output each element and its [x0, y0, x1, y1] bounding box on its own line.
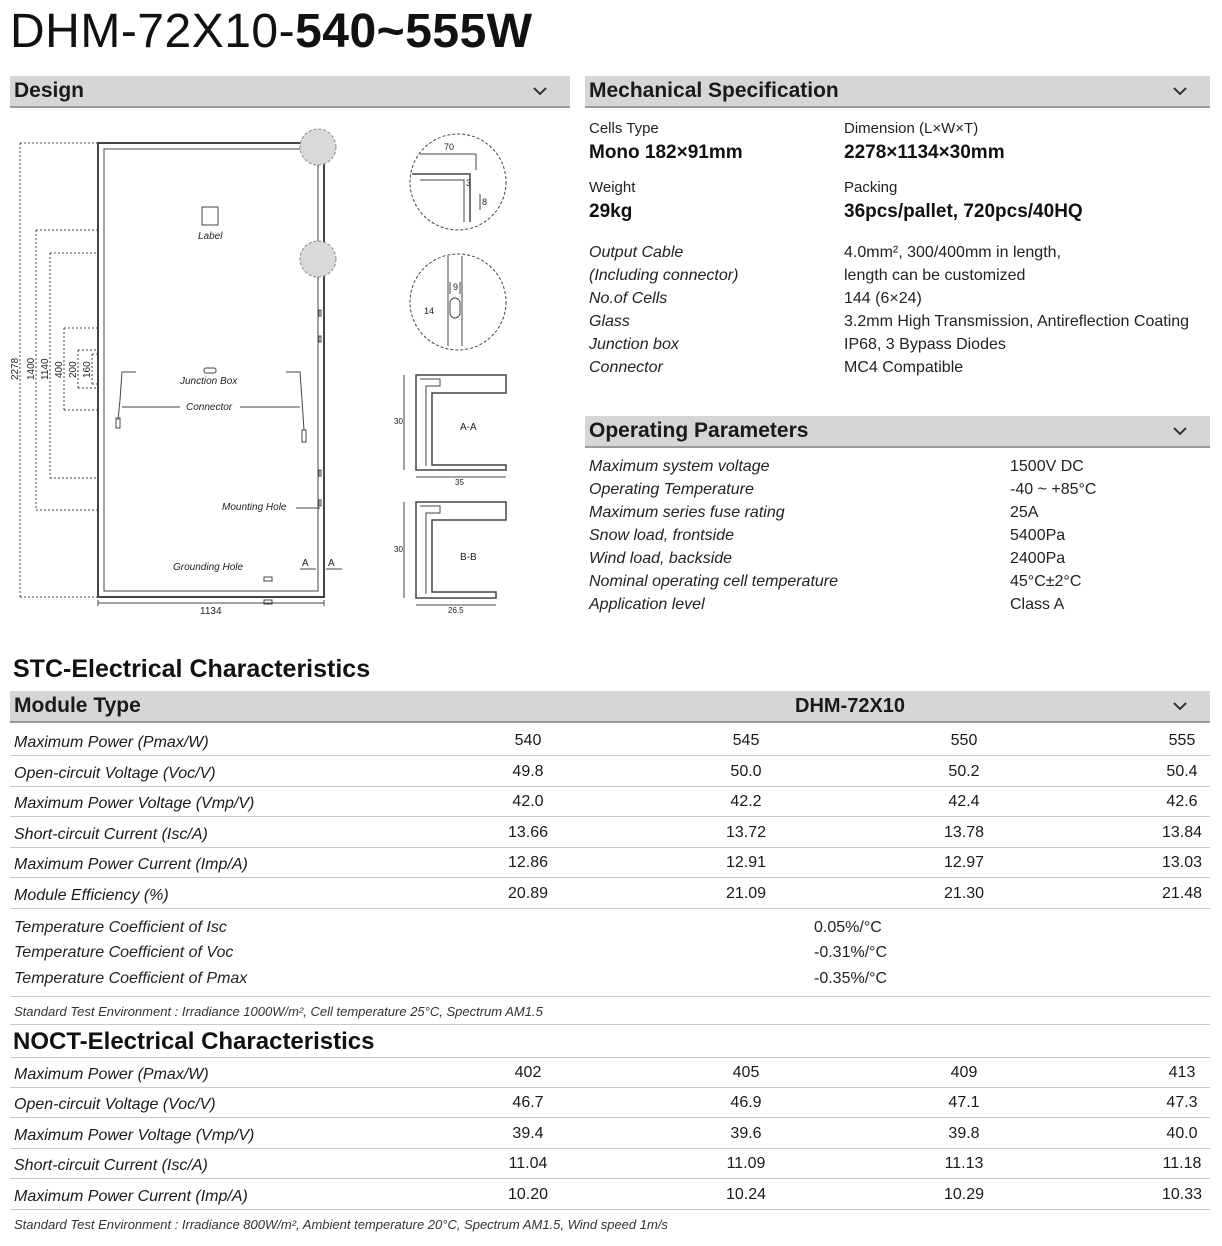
operating-row	[589, 504, 1214, 527]
spec-value: 4.0mm², 300/400mm in length,	[844, 244, 1061, 261]
module-type-header[interactable]	[10, 691, 1210, 723]
corner-s-text: 3	[466, 178, 472, 188]
stc-row	[10, 818, 1210, 848]
cell-value: 10.29	[943, 1186, 985, 1203]
chevron-down-icon[interactable]	[1172, 83, 1188, 99]
corner-h-text: 8	[482, 197, 488, 207]
title-model: DHM-72X10-	[10, 5, 296, 58]
hole-h-text: 9	[453, 282, 459, 292]
packing-value: 36pcs/pallet, 720pcs/40HQ	[844, 201, 1083, 222]
cell-value: 12.97	[943, 854, 985, 871]
operating-value: 45°C±2°C	[1010, 573, 1082, 590]
noct-note: Standard Test Environment : Irradiance 800W/m², Ambient temperature 20°C, Spectrum AM1.5, Wind speed 1m/s	[14, 1217, 668, 1232]
cell-value: 540	[514, 732, 542, 749]
cell-value: 13.78	[943, 824, 985, 841]
aa-w-text: 35	[455, 478, 464, 487]
row-label: Maximum Power (Pmax/W)	[14, 734, 209, 751]
cell-value: 42.4	[948, 793, 980, 810]
operating-value: 1500V DC	[1010, 458, 1084, 475]
operating-key: Maximum system voltage	[589, 458, 770, 475]
weight-label: Weight	[589, 179, 636, 196]
chevron-down-icon[interactable]	[1172, 698, 1188, 714]
panel-frame	[98, 143, 324, 597]
module-drawing	[0, 110, 570, 620]
cell-value: 409	[950, 1064, 978, 1081]
aa-h-text: 30	[394, 417, 403, 426]
row-label: Maximum Power Voltage (Vmp/V)	[14, 795, 255, 812]
bb-w-text: 26.5	[448, 606, 464, 615]
stc-row	[10, 787, 1210, 817]
label-box	[202, 207, 218, 225]
cell-value: 13.03	[1161, 854, 1203, 871]
cell-value: 42.6	[1166, 793, 1198, 810]
cell-value: 402	[514, 1064, 542, 1081]
operating-value: 5400Pa	[1010, 527, 1066, 544]
coefficient-value: -0.31%/°C	[814, 944, 888, 961]
aa-text: A-A	[460, 422, 477, 433]
section-a-right: A	[328, 558, 335, 569]
junction-box-text: Junction Box	[180, 376, 238, 387]
chevron-down-icon[interactable]	[1172, 423, 1188, 439]
cell-value: 11.13	[944, 1155, 984, 1172]
cell-value: 21.30	[943, 885, 985, 902]
spec-key: (Including connector)	[589, 267, 739, 284]
coefficient-row	[14, 919, 882, 937]
spec-row	[589, 313, 1214, 336]
spec-value: MC4 Compatible	[844, 359, 964, 376]
operating-row	[589, 481, 1214, 504]
cell-value: 50.2	[948, 763, 980, 780]
spec-row	[589, 290, 1214, 313]
stc-heading: STC-Electrical Characteristics	[13, 655, 371, 683]
operating-row	[589, 527, 1214, 550]
cell-value: 405	[732, 1064, 760, 1081]
cell-value: 20.89	[507, 885, 549, 902]
spec-row	[589, 244, 1214, 267]
dim-200-text: 200	[68, 361, 79, 378]
dim-1140-text: 1140	[40, 358, 51, 380]
cell-value: 42.0	[512, 793, 544, 810]
spec-value: 144 (6×24)	[844, 290, 922, 307]
row-label: Open-circuit Voltage (Voc/V)	[14, 765, 216, 782]
cell-value: 21.09	[725, 885, 767, 902]
cell-value: 12.86	[507, 854, 549, 871]
cell-value: 413	[1168, 1064, 1196, 1081]
operating-header[interactable]	[585, 416, 1210, 448]
noct-row	[10, 1058, 1210, 1088]
dim-400-text: 400	[54, 361, 65, 378]
row-label: Maximum Power Voltage (Vmp/V)	[14, 1127, 255, 1144]
cell-value: 550	[950, 732, 978, 749]
bb-h-text: 30	[394, 545, 403, 554]
cell-value: 10.20	[507, 1186, 549, 1203]
cell-value: 10.24	[725, 1186, 767, 1203]
row-label: Open-circuit Voltage (Voc/V)	[14, 1096, 216, 1113]
spec-row	[589, 359, 1214, 382]
chevron-down-icon[interactable]	[532, 83, 548, 99]
grounding-hole-text: Grounding Hole	[173, 562, 244, 573]
cell-value: 39.6	[730, 1125, 762, 1142]
operating-value: -40 ~ +85°C	[1010, 481, 1097, 498]
panel-inner	[104, 149, 318, 591]
operating-header-title: Operating Parameters	[589, 419, 809, 442]
cells-type-label: Cells Type	[589, 120, 659, 137]
operating-value: Class A	[1010, 596, 1065, 613]
cell-value: 40.0	[1166, 1125, 1198, 1142]
row-label: Short-circuit Current (Isc/A)	[14, 1157, 208, 1174]
mounting-hole-text: Mounting Hole	[222, 502, 287, 513]
coefficient-label: Temperature Coefficient of Isc	[14, 919, 227, 936]
stc-row	[10, 757, 1210, 787]
coefficient-value: -0.35%/°C	[814, 970, 888, 987]
operating-key: Nominal operating cell temperature	[589, 573, 839, 590]
operating-value: 2400Pa	[1010, 550, 1066, 567]
cell-value: 47.1	[948, 1094, 980, 1111]
dim-160-text: 160	[82, 361, 93, 378]
design-header[interactable]	[10, 76, 570, 108]
coefficient-row	[14, 970, 888, 988]
cell-value: 47.3	[1166, 1094, 1198, 1111]
height-dim-text: 2278	[10, 357, 21, 380]
cells-type-value: Mono 182×91mm	[589, 142, 743, 163]
noct-row	[10, 1180, 1210, 1210]
width-dim-text: 1134	[200, 606, 222, 617]
cell-value: 13.66	[507, 824, 549, 841]
cell-value: 10.33	[1161, 1186, 1203, 1203]
cell-value: 11.04	[508, 1155, 548, 1172]
spec-value: IP68, 3 Bypass Diodes	[844, 336, 1006, 353]
operating-key: Maximum series fuse rating	[589, 504, 785, 521]
bb-text: B-B	[460, 552, 477, 563]
mechanical-header-title: Mechanical Specification	[589, 79, 839, 102]
spec-key: Junction box	[589, 336, 679, 353]
noct-row	[10, 1119, 1210, 1149]
label-text: Label	[198, 231, 223, 242]
stc-row	[10, 848, 1210, 878]
dim-1400-text: 1400	[26, 357, 37, 380]
operating-key: Snow load, frontside	[589, 527, 734, 544]
cell-value: 49.8	[512, 763, 544, 780]
corner-dim-text: 70	[444, 142, 455, 152]
cell-value: 11.18	[1162, 1155, 1202, 1172]
mechanical-header[interactable]	[585, 76, 1210, 108]
cell-value: 42.2	[730, 793, 762, 810]
operating-row	[589, 550, 1214, 573]
stc-row	[10, 879, 1210, 909]
spec-key: Connector	[589, 359, 663, 376]
spec-value: length can be customized	[844, 267, 1026, 284]
page-title	[10, 4, 533, 60]
operating-value: 25A	[1010, 504, 1039, 521]
coefficient-label: Temperature Coefficient of Voc	[14, 944, 234, 961]
cell-value: 46.9	[730, 1094, 762, 1111]
cell-value: 50.4	[1166, 763, 1198, 780]
dimension-value: 2278×1134×30mm	[844, 142, 1005, 163]
noct-row	[10, 1149, 1210, 1179]
cell-value: 13.84	[1161, 824, 1203, 841]
cell-value: 11.09	[726, 1155, 766, 1172]
operating-params	[589, 458, 1214, 628]
operating-row	[589, 596, 1214, 619]
cell-value: 39.8	[948, 1125, 980, 1142]
spec-key: Output Cable	[589, 244, 684, 261]
design-header-title: Design	[14, 79, 85, 102]
row-label: Maximum Power Current (Imp/A)	[14, 856, 248, 873]
cell-value: 555	[1168, 732, 1196, 749]
title-range: 540~555W	[295, 5, 533, 58]
row-label: Maximum Power (Pmax/W)	[14, 1066, 209, 1083]
coefficient-row	[14, 944, 888, 962]
spec-key: Glass	[589, 313, 630, 330]
weight-value: 29kg	[589, 201, 633, 222]
row-label: Module Efficiency (%)	[14, 887, 169, 904]
section-a-left: A	[302, 558, 309, 569]
row-label: Maximum Power Current (Imp/A)	[14, 1188, 248, 1205]
spec-value: 3.2mm High Transmission, Antireflection Coating	[844, 313, 1190, 330]
stc-row	[10, 726, 1210, 756]
noct-row	[10, 1088, 1210, 1118]
hole-w-text: 14	[424, 306, 435, 316]
operating-key: Operating Temperature	[589, 481, 754, 498]
spec-row	[589, 336, 1214, 359]
operating-row	[589, 458, 1214, 481]
cell-value: 21.48	[1161, 885, 1203, 902]
spec-row	[589, 267, 1214, 290]
coefficient-value: 0.05%/°C	[814, 919, 882, 936]
cell-value: 13.72	[725, 824, 767, 841]
cell-value: 39.4	[512, 1125, 544, 1142]
operating-row	[589, 573, 1214, 596]
operating-key: Wind load, backside	[589, 550, 733, 567]
noct-heading: NOCT-Electrical Characteristics	[13, 1028, 375, 1055]
cell-value: 545	[732, 732, 760, 749]
module-type-label: Module Type	[14, 694, 141, 717]
divider	[10, 1024, 1210, 1025]
spec-key: No.of Cells	[589, 290, 668, 307]
operating-key: Application level	[589, 596, 705, 613]
divider	[10, 996, 1210, 997]
module-type-value: DHM-72X10	[795, 695, 906, 717]
connector-text: Connector	[186, 402, 233, 413]
stc-note: Standard Test Environment : Irradiance 1000W/m², Cell temperature 25°C, Spectrum AM1.5	[14, 1004, 543, 1019]
dimension-label: Dimension (L×W×T)	[844, 120, 979, 137]
cell-value: 12.91	[725, 854, 767, 871]
cell-value: 46.7	[512, 1094, 544, 1111]
row-label: Short-circuit Current (Isc/A)	[14, 826, 208, 843]
packing-label: Packing	[844, 179, 898, 196]
coefficient-label: Temperature Coefficient of Pmax	[14, 970, 248, 987]
cell-value: 50.0	[730, 763, 762, 780]
